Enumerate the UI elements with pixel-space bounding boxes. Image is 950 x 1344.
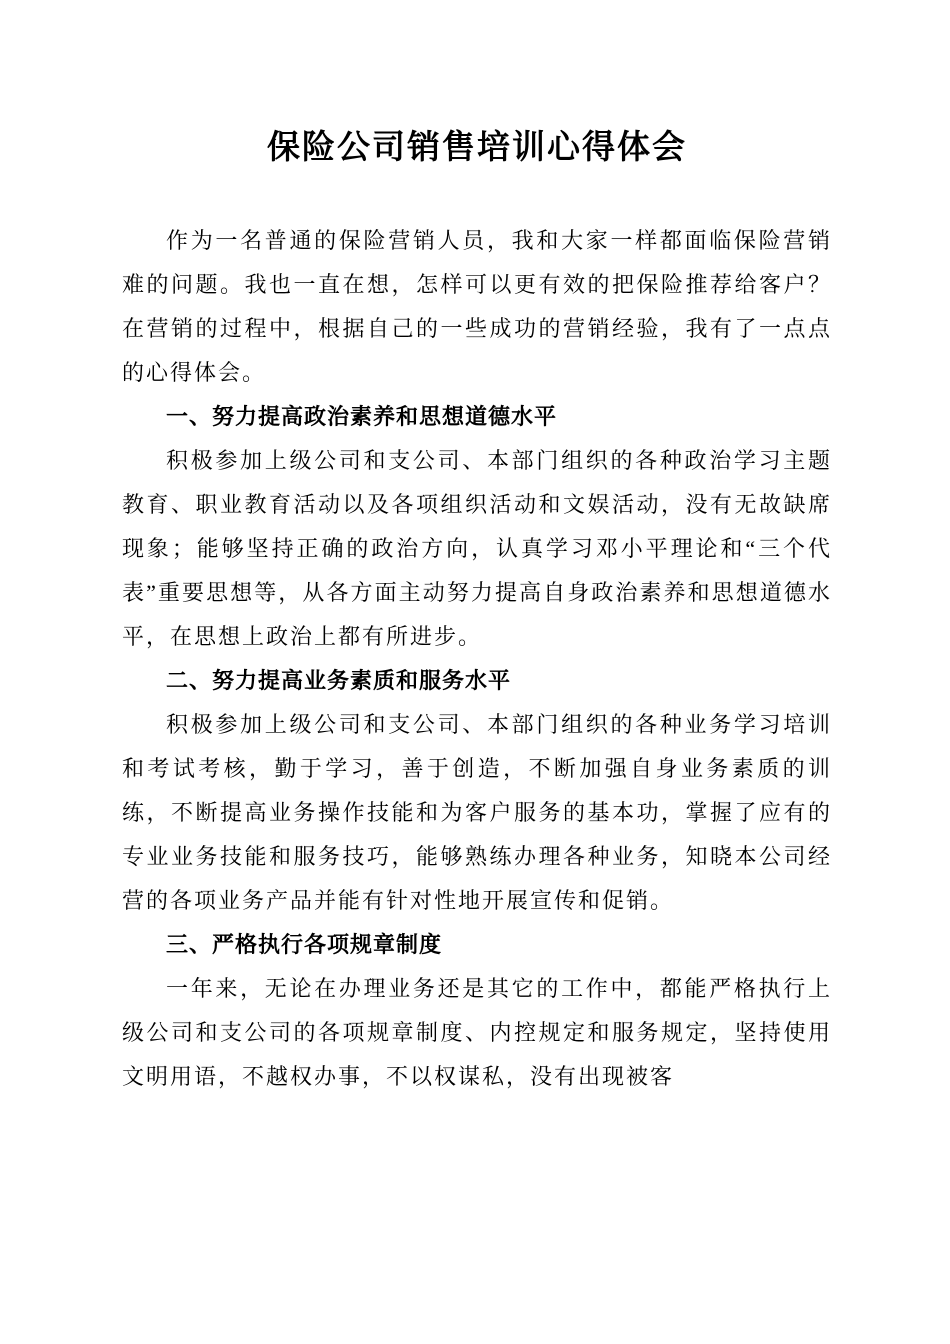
document-title: 保险公司销售培训心得体会 (267, 130, 687, 166)
section-2-paragraph: 积极参加上级公司和支公司、本部门组织的各种业务学习培训和考试考核，勤于学习，善于创造，不断加强自身业务素质的训练，不断提高业务操作技能和为客户服务的基本功，掌握了应有的专业业务技能和服务技巧，能够熟练办理各种业务，知晓本公司经营的各项业务产品并能有针对性地开展宣传和促销。 (122, 712, 832, 914)
section-1-paragraph: 积极参加上级公司和支公司、本部门组织的各种政治学习主题教育、职业教育活动以及各项组织活动和文娱活动，没有无故缺席现象；能够坚持正确的政治方向，认真学习邓小平理论和“三个代表”重要思想等，从各方面主动努力提高自身政治素养和思想道德水平，在思想上政治上都有所进步。 (122, 448, 832, 650)
section-1-heading: 一、努力提高政治素养和思想道德水平 (166, 404, 558, 430)
section-3-heading: 三、严格执行各项规章制度 (166, 932, 443, 958)
intro-paragraph: 作为一名普通的保险营销人员，我和大家一样都面临保险营销难的问题。我也一直在想，怎样可以更有效的把保险推荐给客户？在营销的过程中，根据自己的一些成功的营销经验，我有了一点点的心得体会。 (122, 228, 832, 386)
section-2-heading: 二、努力提高业务素质和服务水平 (166, 668, 512, 694)
section-3-paragraph: 一年来，无论在办理业务还是其它的工作中，都能严格执行上级公司和支公司的各项规章制度、内控规定和服务规定，坚持使用文明用语，不越权办事，不以权谋私，没有出现被客 (122, 976, 832, 1090)
